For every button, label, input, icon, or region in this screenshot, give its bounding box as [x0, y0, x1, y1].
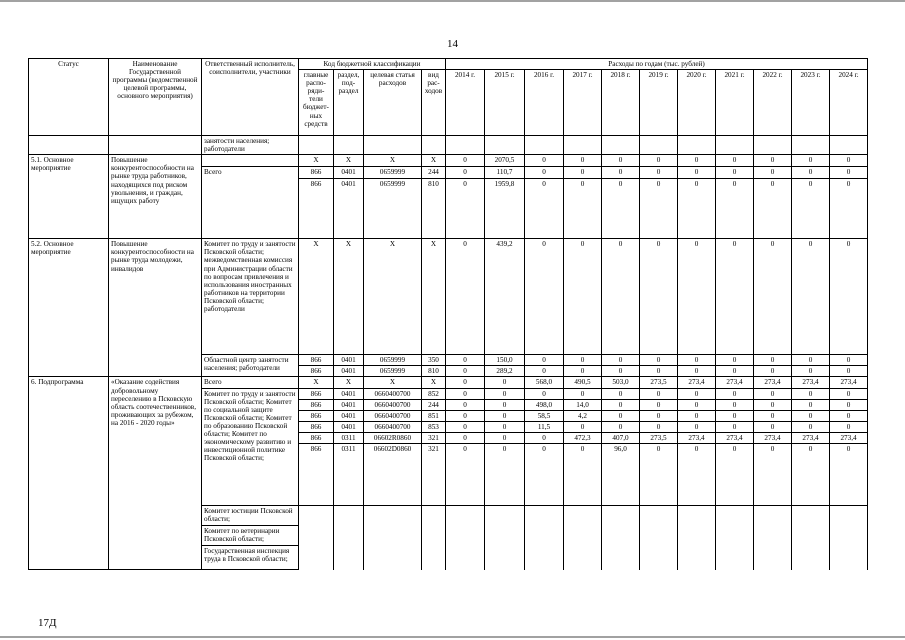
code-target-article: 0659999 [364, 167, 422, 179]
code-expense-type: X [422, 239, 446, 355]
header-responsible: Ответственный исполнитель, соисполнители, участники [202, 59, 299, 136]
expense-value: 0 [525, 155, 564, 167]
expense-value: 0 [830, 444, 868, 506]
empty-cell [716, 546, 754, 570]
scan-edge-bottom [0, 636, 905, 638]
responsible-cell: Комитет по ветеринарии Псковской области; [202, 526, 299, 546]
code-expense-type: 810 [422, 366, 446, 377]
code-section: 0401 [334, 410, 364, 421]
expense-value: 273,4 [830, 377, 868, 388]
expense-value: 0 [564, 155, 602, 167]
empty-cell [640, 546, 678, 570]
expense-value: 0 [602, 410, 640, 421]
expense-value: 0 [792, 399, 830, 410]
expense-value: 0 [716, 399, 754, 410]
code-target-article: 06602D0860 [364, 444, 422, 506]
expense-value: 0 [485, 377, 525, 388]
expense-value: 0 [716, 410, 754, 421]
header-status: Статус [29, 59, 109, 136]
code-main-manager: 866 [299, 366, 334, 377]
code-main-manager: 866 [299, 432, 334, 443]
row-status: 6. Подпрограмма [29, 377, 109, 570]
expense-value: 0 [754, 366, 792, 377]
expense-value: 0 [716, 179, 754, 239]
empty-cell [299, 506, 334, 526]
expense-value: 0 [446, 399, 485, 410]
code-main-manager: 866 [299, 388, 334, 399]
expense-value: 0 [792, 410, 830, 421]
expense-value: 0 [485, 399, 525, 410]
expense-value: 0 [602, 155, 640, 167]
code-main-manager: 866 [299, 410, 334, 421]
code-main-manager: 866 [299, 355, 334, 366]
expense-value: 0 [678, 421, 716, 432]
expense-value: 407,0 [602, 432, 640, 443]
row-program-name: Повышение конкурентоспособности на рынке труда работников, находящихся под риском увольнения, и граждан, ищущих работу [109, 155, 202, 239]
code-expense-type: 851 [422, 410, 446, 421]
expense-value: 0 [602, 355, 640, 366]
empty-cell [830, 546, 868, 570]
code-target-article: X [364, 155, 422, 167]
expense-value: 0 [678, 355, 716, 366]
table-row [29, 239, 868, 355]
expense-value: 0 [716, 421, 754, 432]
expense-value: 0 [602, 239, 640, 355]
expense-value: 0 [678, 179, 716, 239]
expense-value: 0 [716, 355, 754, 366]
expense-value: 58,5 [525, 410, 564, 421]
code-expense-type: 244 [422, 399, 446, 410]
expense-value: 0 [754, 155, 792, 167]
code-expense-type: X [422, 377, 446, 388]
code-main-manager: X [299, 239, 334, 355]
expense-value: 14,0 [564, 399, 602, 410]
responsible-cell: Комитет по труду и занятости Псковской области; Комитет по социальной защите Псковской области; Комитет по образованию Псковской области; Комитет по экономическому развитию и инвестиционной политике Псковской области; [202, 388, 299, 505]
header-year: 2019 г. [640, 70, 678, 136]
code-main-manager: X [299, 155, 334, 167]
expense-value: 0 [792, 421, 830, 432]
expense-value: 273,4 [792, 432, 830, 443]
expense-value: 273,4 [716, 432, 754, 443]
row-status: 5.1. Основное мероприятие [29, 155, 109, 239]
expense-value: 0 [446, 355, 485, 366]
expense-value: 273,4 [754, 432, 792, 443]
expense-value: 0 [602, 179, 640, 239]
empty-cell [754, 546, 792, 570]
empty-cell [446, 506, 485, 526]
header-year: 2016 г. [525, 70, 564, 136]
code-expense-type: 321 [422, 432, 446, 443]
expense-value: 0 [564, 388, 602, 399]
expense-value: 273,4 [716, 377, 754, 388]
expense-value: 0 [446, 444, 485, 506]
expense-value: 472,3 [564, 432, 602, 443]
expense-value: 0 [830, 399, 868, 410]
code-section: 0311 [334, 432, 364, 443]
header-year: 2015 г. [485, 70, 525, 136]
header-budget-code: Код бюджетной классификации [299, 59, 446, 70]
expense-value: 0 [640, 155, 678, 167]
expense-value: 0 [640, 355, 678, 366]
code-section: X [334, 155, 364, 167]
code-section: 0401 [334, 388, 364, 399]
expense-value: 0 [485, 388, 525, 399]
empty-cell [716, 506, 754, 526]
expense-value: 0 [754, 355, 792, 366]
expense-value: 0 [754, 167, 792, 179]
expense-value: 0 [446, 421, 485, 432]
expense-value: 0 [716, 366, 754, 377]
empty-cell [716, 526, 754, 546]
expense-value: 0 [446, 167, 485, 179]
empty-cell [334, 506, 364, 526]
expense-value: 0 [716, 388, 754, 399]
code-section: X [334, 377, 364, 388]
header-main-manager: главные распо-ряди-тели бюджет-ных средств [299, 70, 334, 136]
empty-cell [602, 526, 640, 546]
expense-value: 0 [564, 421, 602, 432]
code-target-article: 0659999 [364, 366, 422, 377]
expense-value: 0 [754, 388, 792, 399]
empty-cell [299, 546, 334, 570]
expense-value: 503,0 [602, 377, 640, 388]
expense-value: 0 [485, 421, 525, 432]
expense-value: 0 [525, 239, 564, 355]
row-program-name: Повышение конкурентоспособности на рынке труда молодежи, инвалидов [109, 239, 202, 377]
empty-cell [299, 526, 334, 546]
expense-value: 0 [830, 167, 868, 179]
expense-value: 273,4 [678, 377, 716, 388]
expense-value: 273,4 [830, 432, 868, 443]
expense-value: 0 [564, 355, 602, 366]
code-target-article: 0660400700 [364, 421, 422, 432]
header-year: 2017 г. [564, 70, 602, 136]
empty-cell [564, 506, 602, 526]
code-expense-type: 244 [422, 167, 446, 179]
responsible-cell: Областной центр занятости населения; работодатели [202, 355, 299, 377]
empty-cell [485, 506, 525, 526]
expense-value: 0 [754, 421, 792, 432]
expense-value: 0 [640, 399, 678, 410]
expense-value: 0 [830, 410, 868, 421]
expense-value: 0 [792, 388, 830, 399]
empty-cell [364, 546, 422, 570]
code-main-manager: 866 [299, 421, 334, 432]
code-target-article: 0660400700 [364, 388, 422, 399]
expense-value: 0 [830, 421, 868, 432]
expense-value: 439,2 [485, 239, 525, 355]
header-year: 2021 г. [716, 70, 754, 136]
code-expense-type: 853 [422, 421, 446, 432]
expense-value: 0 [754, 399, 792, 410]
code-expense-type: 350 [422, 355, 446, 366]
code-section: X [334, 239, 364, 355]
empty-cell [446, 526, 485, 546]
expense-value: 0 [525, 366, 564, 377]
code-main-manager: 866 [299, 444, 334, 506]
expense-value: 0 [446, 410, 485, 421]
expense-value: 0 [830, 155, 868, 167]
expense-value: 0 [640, 179, 678, 239]
expense-value: 0 [446, 377, 485, 388]
empty-cell [364, 506, 422, 526]
scan-edge-top [0, 0, 905, 2]
empty-cell [678, 526, 716, 546]
empty-cell [364, 526, 422, 546]
expense-value: 0 [602, 388, 640, 399]
expense-value: 0 [716, 155, 754, 167]
expense-value: 150,0 [485, 355, 525, 366]
code-target-article: X [364, 377, 422, 388]
code-section: 0401 [334, 355, 364, 366]
empty-cell [678, 546, 716, 570]
expense-value: 273,4 [678, 432, 716, 443]
expense-value: 0 [640, 366, 678, 377]
expense-value: 490,5 [564, 377, 602, 388]
empty-cell [830, 526, 868, 546]
header-year: 2018 г. [602, 70, 640, 136]
expense-value: 0 [446, 239, 485, 355]
expense-value: 0 [525, 167, 564, 179]
expense-value: 0 [678, 155, 716, 167]
status-cell-empty [29, 136, 109, 155]
expense-value: 0 [830, 388, 868, 399]
expense-value: 0 [716, 167, 754, 179]
expense-value: 0 [792, 239, 830, 355]
expense-value: 0 [564, 179, 602, 239]
expense-value: 0 [678, 239, 716, 355]
expense-value: 0 [446, 179, 485, 239]
header-section: раздел, под-раздел [334, 70, 364, 136]
expense-value: 0 [754, 444, 792, 506]
expense-value: 0 [830, 366, 868, 377]
expense-value: 0 [678, 410, 716, 421]
table-row [29, 377, 868, 388]
code-expense-type: X [422, 155, 446, 167]
code-target-article: 0659999 [364, 179, 422, 239]
empty-cell [602, 506, 640, 526]
expense-value: 0 [640, 239, 678, 355]
expense-value: 0 [446, 432, 485, 443]
header-year: 2022 г. [754, 70, 792, 136]
code-main-manager: 866 [299, 179, 334, 239]
expense-value: 0 [678, 366, 716, 377]
expense-value: 0 [564, 366, 602, 377]
row-status: 5.2. Основное мероприятие [29, 239, 109, 377]
expense-value: 0 [525, 355, 564, 366]
responsible-cell [202, 155, 299, 167]
empty-cell [792, 526, 830, 546]
code-target-article: 0660400700 [364, 410, 422, 421]
expense-value: 273,5 [640, 432, 678, 443]
expense-value: 0 [754, 410, 792, 421]
code-section: 0401 [334, 421, 364, 432]
code-target-article: 06602R0860 [364, 432, 422, 443]
expense-value: 0 [792, 355, 830, 366]
empty-cell [485, 526, 525, 546]
code-section: 0401 [334, 167, 364, 179]
empty-cell [640, 506, 678, 526]
header-program-name: Наименование Государственной программы (ведомственной целевой программы, основного мероприятия) [109, 59, 202, 136]
expense-value: 0 [525, 432, 564, 443]
empty-cell [564, 546, 602, 570]
budget-table [28, 58, 868, 570]
header-year: 2020 г. [678, 70, 716, 136]
header-expenses: Расходы по годам (тыс. рублей) [446, 59, 868, 70]
expense-value: 0 [830, 239, 868, 355]
expense-value: 11,5 [525, 421, 564, 432]
code-main-manager: 866 [299, 399, 334, 410]
code-target-article: X [364, 239, 422, 355]
carry-over-text: занятости населения; работодатели [202, 136, 299, 155]
empty-cell [525, 546, 564, 570]
empty-cell [334, 526, 364, 546]
expense-value: 0 [564, 239, 602, 355]
expense-value: 0 [792, 366, 830, 377]
code-target-article: 0660400700 [364, 399, 422, 410]
expense-value: 0 [640, 167, 678, 179]
expense-value: 498,0 [525, 399, 564, 410]
expense-value: 0 [716, 444, 754, 506]
code-main-manager: X [299, 377, 334, 388]
expense-value: 0 [602, 399, 640, 410]
header-expense-type: вид рас-ходов [422, 70, 446, 136]
expense-value: 0 [640, 444, 678, 506]
responsible-cell: Комитет юстиции Псковской области; [202, 506, 299, 526]
code-section: 0311 [334, 444, 364, 506]
responsible-cell: Комитет по труду и занятости Псковской области; межведомственная комиссия при Администрации области по вопросам привлечения и использования иностранных работников на территории Псковской области; работодатели [202, 239, 299, 355]
expense-value: 0 [485, 410, 525, 421]
expense-value: 0 [754, 239, 792, 355]
row-program-name: «Оказание содействия добровольному переселению в Псковскую область соотечественников, проживающих за рубежом, на 2016 - 2020 годы» [109, 377, 202, 570]
expense-value: 1959,8 [485, 179, 525, 239]
expense-value: 273,4 [792, 377, 830, 388]
expense-value: 0 [678, 167, 716, 179]
empty-cell [678, 506, 716, 526]
expense-value: 289,2 [485, 366, 525, 377]
header-year: 2023 г. [792, 70, 830, 136]
code-target-article: 0659999 [364, 355, 422, 366]
empty-cell [422, 526, 446, 546]
expense-value: 0 [640, 388, 678, 399]
empty-cell [792, 546, 830, 570]
header-year: 2024 г. [830, 70, 868, 136]
header-year: 2014 г. [446, 70, 485, 136]
header-target-article: целевая статья расходов [364, 70, 422, 136]
expense-value: 0 [754, 179, 792, 239]
expense-value: 0 [602, 366, 640, 377]
expense-value: 0 [678, 444, 716, 506]
responsible-cell: Всего [202, 377, 299, 388]
expense-value: 0 [716, 239, 754, 355]
empty-cell [446, 546, 485, 570]
expense-value: 0 [678, 388, 716, 399]
expense-value: 0 [602, 167, 640, 179]
expense-value: 0 [640, 421, 678, 432]
table-row [29, 155, 868, 167]
empty-cell [525, 526, 564, 546]
expense-value: 0 [678, 399, 716, 410]
expense-value: 0 [792, 179, 830, 239]
expense-value: 110,7 [485, 167, 525, 179]
expense-value: 0 [485, 432, 525, 443]
expense-value: 0 [792, 155, 830, 167]
empty-cell [485, 546, 525, 570]
expense-value: 0 [640, 410, 678, 421]
empty-cell [422, 546, 446, 570]
empty-cell [422, 506, 446, 526]
expense-value: 0 [446, 366, 485, 377]
expense-value: 0 [830, 355, 868, 366]
responsible-cell: Государственная инспекция труда в Псковской области; [202, 546, 299, 570]
empty-cell [754, 506, 792, 526]
code-section: 0401 [334, 366, 364, 377]
empty-cell [830, 506, 868, 526]
expense-value: 0 [525, 444, 564, 506]
expense-value: 0 [525, 179, 564, 239]
footer-mark: 17Д [38, 617, 57, 629]
empty-cell [640, 526, 678, 546]
expense-value: 273,4 [754, 377, 792, 388]
responsible-cell: Всего [202, 167, 299, 239]
expense-value: 0 [446, 155, 485, 167]
expense-value: 0 [792, 444, 830, 506]
expense-value: 0 [564, 444, 602, 506]
empty-cell [525, 506, 564, 526]
code-expense-type: 810 [422, 179, 446, 239]
page-number: 14 [447, 38, 458, 50]
expense-value: 0 [525, 388, 564, 399]
code-section: 0401 [334, 399, 364, 410]
code-expense-type: 321 [422, 444, 446, 506]
expense-value: 4,2 [564, 410, 602, 421]
empty-cell [754, 526, 792, 546]
expense-value: 0 [602, 421, 640, 432]
expense-value: 568,0 [525, 377, 564, 388]
expense-value: 2070,5 [485, 155, 525, 167]
expense-value: 273,5 [640, 377, 678, 388]
expense-value: 0 [830, 179, 868, 239]
expense-value: 0 [564, 167, 602, 179]
code-expense-type: 852 [422, 388, 446, 399]
code-section: 0401 [334, 179, 364, 239]
code-main-manager: 866 [299, 167, 334, 179]
name-cell-empty [109, 136, 202, 155]
empty-cell [334, 546, 364, 570]
empty-cell [792, 506, 830, 526]
empty-cell [564, 526, 602, 546]
expense-value: 0 [792, 167, 830, 179]
expense-value: 96,0 [602, 444, 640, 506]
expense-value: 0 [485, 444, 525, 506]
expense-value: 0 [446, 388, 485, 399]
empty-cell [602, 546, 640, 570]
